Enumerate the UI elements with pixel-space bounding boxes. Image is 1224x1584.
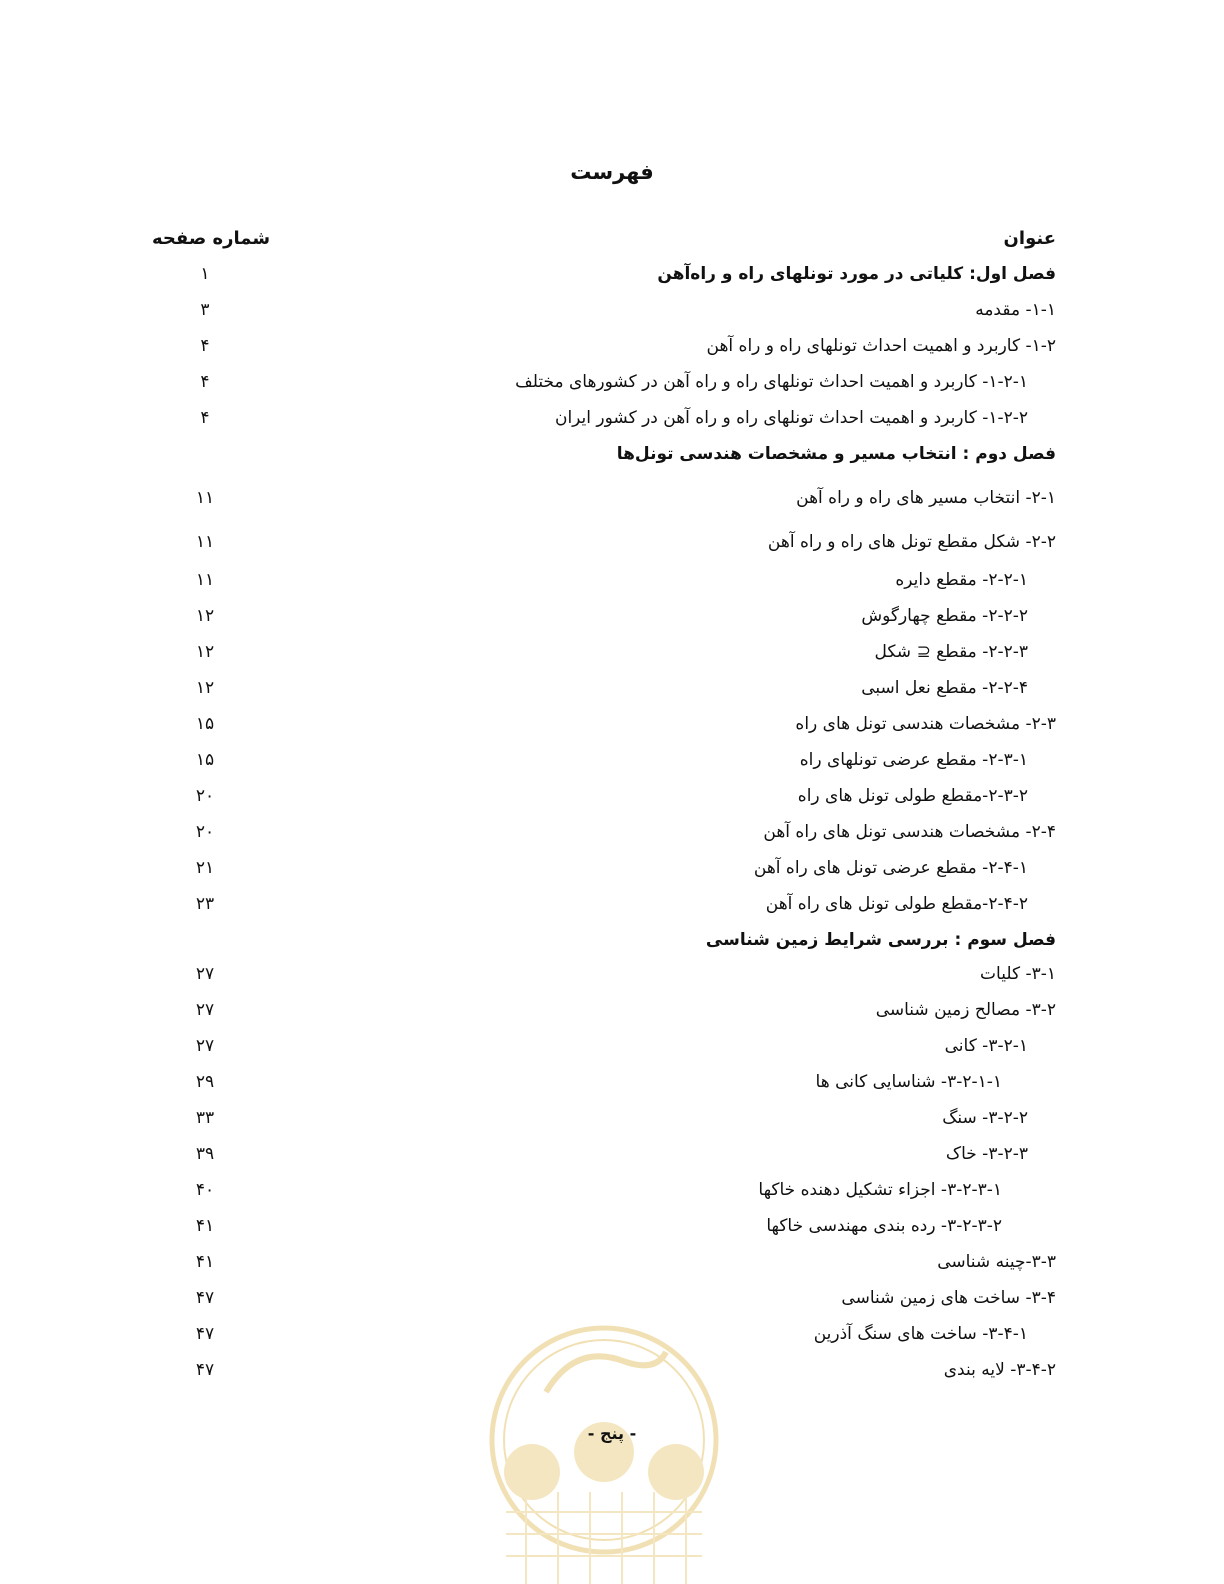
toc-entry-title: ۳-۲-۱- کانی [944,1036,1028,1056]
toc-row [0,822,1224,852]
toc-entry-title: ۲-۲-۱- مقطع دایره [895,570,1028,590]
toc-entry-title: ۲-۱- انتخاب مسیر های راه و راه آهن [796,488,1056,508]
toc-entry-page: ۲۹ [195,1072,215,1092]
toc-chapter-row [0,264,1224,294]
toc-entry-title: فصل دوم : انتخاب مسیر و مشخصات هندسی تونل‌ها [616,444,1056,464]
toc-entry-page: ۴۷ [195,1324,215,1344]
toc-entry-title: ۳-۲-۳-۲- رده بندی مهندسی خاکها [766,1216,1002,1236]
toc-entry-title: ۲-۴-۲-مقطع طولی تونل های راه آهن [765,894,1028,914]
toc-entry-page: ۱۵ [195,750,215,770]
toc-row [0,642,1224,672]
toc-entry-title: ۲-۲- شکل مقطع تونل های راه و راه آهن [767,532,1056,552]
toc-row [0,1108,1224,1138]
toc-entry-title: ۳-۳-چینه شناسی [937,1252,1056,1272]
toc-entry-title: ۳-۴-۲- لایه بندی [943,1360,1056,1380]
toc-entry-page: ۴ [200,372,210,392]
toc-row [0,300,1224,330]
toc-entry-page: ۲۰ [195,786,215,806]
toc-row [0,894,1224,924]
toc-entry-page: ۴ [200,408,210,428]
toc-entry-title: ۲-۳- مشخصات هندسی تونل های راه [795,714,1056,734]
toc-chapter-row [0,444,1224,474]
toc-entry-page: ۱۲ [195,678,215,698]
toc-row [0,1252,1224,1282]
toc-entry-title: ۲-۲-۲- مقطع چهارگوش [861,606,1028,626]
toc-entry-page: ۳ [200,300,210,320]
page-number-column-header: شماره صفحه [152,228,271,249]
toc-entry-title: ۲-۳-۱- مقطع عرضی تونلهای راه [799,750,1028,770]
toc-row [0,1216,1224,1246]
toc-entry-title: ۳-۲-۳- خاک [945,1144,1028,1164]
toc-entry-title: ۲-۴- مشخصات هندسی تونل های راه آهن [763,822,1056,842]
toc-row [0,678,1224,708]
toc-entry-page: ۱ [200,264,210,284]
page-title: فهرست [570,160,654,184]
toc-entry-title: ۲-۲-۴- مقطع نعل اسبی [861,678,1028,698]
title-column-header: عنوان [1003,228,1056,249]
toc-entry-page: ۱۵ [195,714,215,734]
toc-row [0,1288,1224,1318]
toc-entry-title: فصل اول: کلیاتی در مورد تونلهای راه و راه‌آهن [657,264,1056,284]
toc-row [0,1180,1224,1210]
toc-entry-page: ۴ [200,336,210,356]
toc-entry-title: ۳-۴-۱- ساخت های سنگ آذرین [813,1324,1028,1344]
toc-entry-title: ۳-۱- کلیات [980,964,1056,984]
toc-entry-page: ۲۷ [195,1000,215,1020]
toc-entry-page: ۲۷ [195,964,215,984]
toc-entry-page: ۳۹ [195,1144,215,1164]
toc-entry-page: ۲۰ [195,822,215,842]
toc-row [0,336,1224,366]
toc-chapter-row [0,930,1224,960]
toc-entry-page: ۱۱ [195,488,215,508]
toc-entry-title: ۳-۲-۲- سنگ [942,1108,1028,1128]
toc-entry-page: ۱۲ [195,642,215,662]
toc-row [0,532,1224,562]
toc-entry-page: ۴۱ [195,1216,215,1236]
toc-row [0,964,1224,994]
toc-entry-page: ۴۷ [195,1360,215,1380]
toc-row [0,858,1224,888]
toc-row [0,750,1224,780]
toc-row [0,606,1224,636]
toc-entry-title: ۲-۳-۲-مقطع طولی تونل های راه [797,786,1028,806]
toc-row [0,714,1224,744]
toc-entry-page: ۴۱ [195,1252,215,1272]
toc-entry-page: ۴۰ [195,1180,215,1200]
toc-row [0,1072,1224,1102]
toc-row [0,1144,1224,1174]
toc-row [0,488,1224,518]
toc-entry-page: ۴۷ [195,1288,215,1308]
toc-row [0,1036,1224,1066]
toc-entry-title: ۲-۲-۳- مقطع ⊆ شکل [874,642,1028,662]
toc-entry-page: ۲۱ [195,858,215,878]
toc-entry-title: ۱-۲-۱- کاربرد و اهمیت احداث تونلهای راه و راه آهن در کشورهای مختلف [515,372,1028,392]
toc-entry-title: ۳-۲- مصالح زمین شناسی [875,1000,1056,1020]
toc-row [0,570,1224,600]
toc-entry-title: ۳-۲-۳-۱- اجزاء تشکیل دهنده خاکها [758,1180,1002,1200]
toc-row [0,372,1224,402]
toc-row [0,408,1224,438]
toc-entry-title: ۳-۲-۱-۱- شناسایی کانی ها [815,1072,1002,1092]
toc-entry-page: ۲۳ [195,894,215,914]
toc-entry-title: ۱-۱- مقدمه [975,300,1056,320]
toc-row [0,1000,1224,1030]
toc-entry-title: ۳-۴- ساخت های زمین شناسی [841,1288,1056,1308]
toc-entry-title: ۱-۲-۲- کاربرد و اهمیت احداث تونلهای راه و راه آهن در کشور ایران [554,408,1028,428]
toc-entry-title: ۱-۲- کاربرد و اهمیت احداث تونلهای راه و راه آهن [706,336,1056,356]
toc-entry-title: ۲-۴-۱- مقطع عرضی تونل های راه آهن [753,858,1028,878]
footer-page-number: - پنج - [587,1424,637,1443]
toc-entry-page: ۱۲ [195,606,215,626]
toc-entry-title: فصل سوم : بررسی شرایط زمین شناسی [705,930,1056,950]
watermark-seal [486,1322,722,1584]
toc-entry-page: ۱۱ [195,532,215,552]
toc-entry-page: ۲۷ [195,1036,215,1056]
toc-entry-page: ۱۱ [195,570,215,590]
toc-entry-page: ۳۳ [195,1108,215,1128]
toc-row [0,786,1224,816]
